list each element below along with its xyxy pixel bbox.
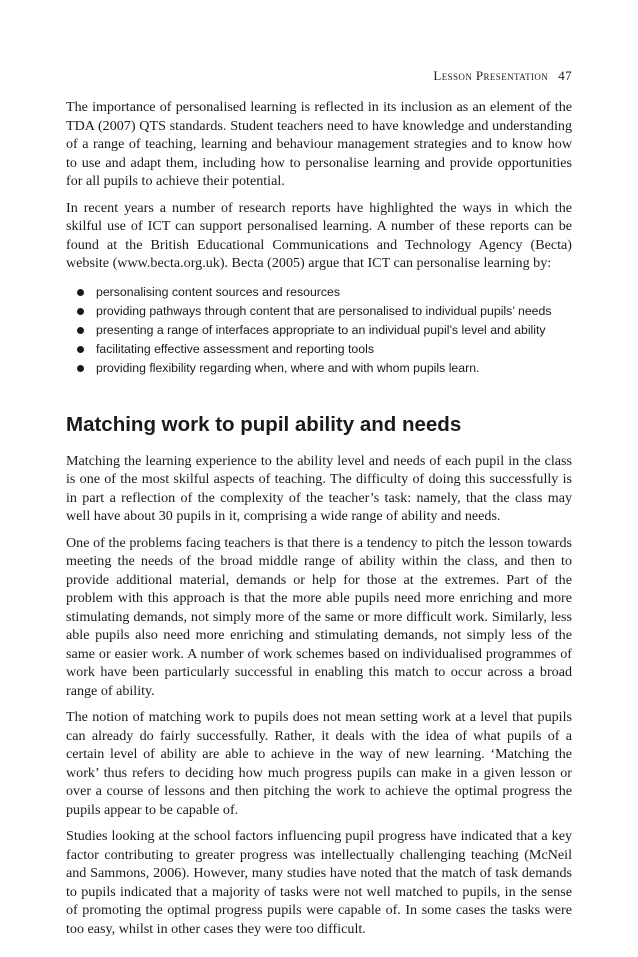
list-item [66,283,572,302]
list-item-text: providing flexibility regarding when, where and with whom pupils learn. [96,360,480,375]
list-item-text: personalising content sources and resources [96,284,341,299]
bullet-icon [77,289,84,296]
list-item [66,321,572,340]
bullet-icon [77,327,84,334]
running-title: Lesson Presentation [433,68,549,83]
section-paragraph-4: Studies looking at the school factors influencing pupil progress have indicated that a key factor contributing to greater progress was intellectually challenging teaching (McNeil and Sammons, 2006). However, many studies have noted that the match of task demands to pupils indicated that a majority of tasks were not well matched to pupils, in the sense of promoting the optimal progress pupils were capable of. In some cases the tasks were too easy, whilst in other cases they were too difficult. [66,828,572,937]
section-heading: Matching work to pupil ability and needs [66,412,462,436]
list-item [66,340,572,359]
bullet-icon [77,308,84,315]
page-number: 47 [558,68,572,83]
list-item-text: presenting a range of interfaces appropriate to an individual pupil’s level and ability [96,322,546,337]
list-item-text: facilitating effective assessment and reporting tools [96,341,374,356]
running-header [433,68,572,84]
list-item [66,302,572,321]
section-paragraph-2: One of the problems facing teachers is that there is a tendency to pitch the lesson towards meeting the needs of the broad middle range of ability within the class, and then to provide additional material, demands or help for those at the extremes. Part of the problem with this approach is that the more able pupils need more enriching and more stimulating demands, not simply more of the same or more difficult work. Similarly, less able pupils also need more enriching and stimulating demands, not simply less of the same or easier work. A number of work schemes based on individualised programmes of work have been particularly successful in enabling this match to occur across a broad range of ability. [66,534,572,699]
list-item [66,359,572,378]
intro-paragraph-1: The importance of personalised learning is reflected in its inclusion as an element of the TDA (2007) QTS standards. Student teachers need to have knowledge and understanding of a range of teaching, learning and behaviour management strategies and to know how to use and adapt them, including how to personalise learning and provide opportunities for all pupils to achieve their potential. [66,99,572,189]
intro-paragraph-2: In recent years a number of research reports have highlighted the ways in which the skilful use of ICT can support personalised learning. A number of these reports can be found at the British Educational Communications and Technology Agency (Becta) website (www.becta.org.uk). Becta (2005) argue that ICT can personalise learning by: [66,199,572,271]
section-paragraph-3: The notion of matching work to pupils does not mean setting work at a level that pupils can already do fairly successfully. Rather, it deals with the idea of what pupils of a certain level of ability are able to achieve in the way of new learning. ‘Matching the work’ thus refers to deciding how much progress pupils can make in a given lesson or over a course of lessons and then pitching the work to achieve the optimal progress the pupils appear to be capable of. [66,709,572,818]
bullet-icon [77,346,84,353]
ict-benefits-list [66,283,572,378]
section-paragraph-1: Matching the learning experience to the ability level and needs of each pupil in the class is one of the most skilful aspects of teaching. The difficulty of doing this successfully is in part a reflection of the complexity of the teacher’s task: namely, that the class may well have about 30 pupils in it, comprising a wide range of ability and needs. [66,452,572,524]
page-body [66,98,572,946]
bullet-icon [77,365,84,372]
book-page [66,0,572,957]
list-item-text: providing pathways through content that are personalised to individual pupils’ needs [96,303,552,318]
